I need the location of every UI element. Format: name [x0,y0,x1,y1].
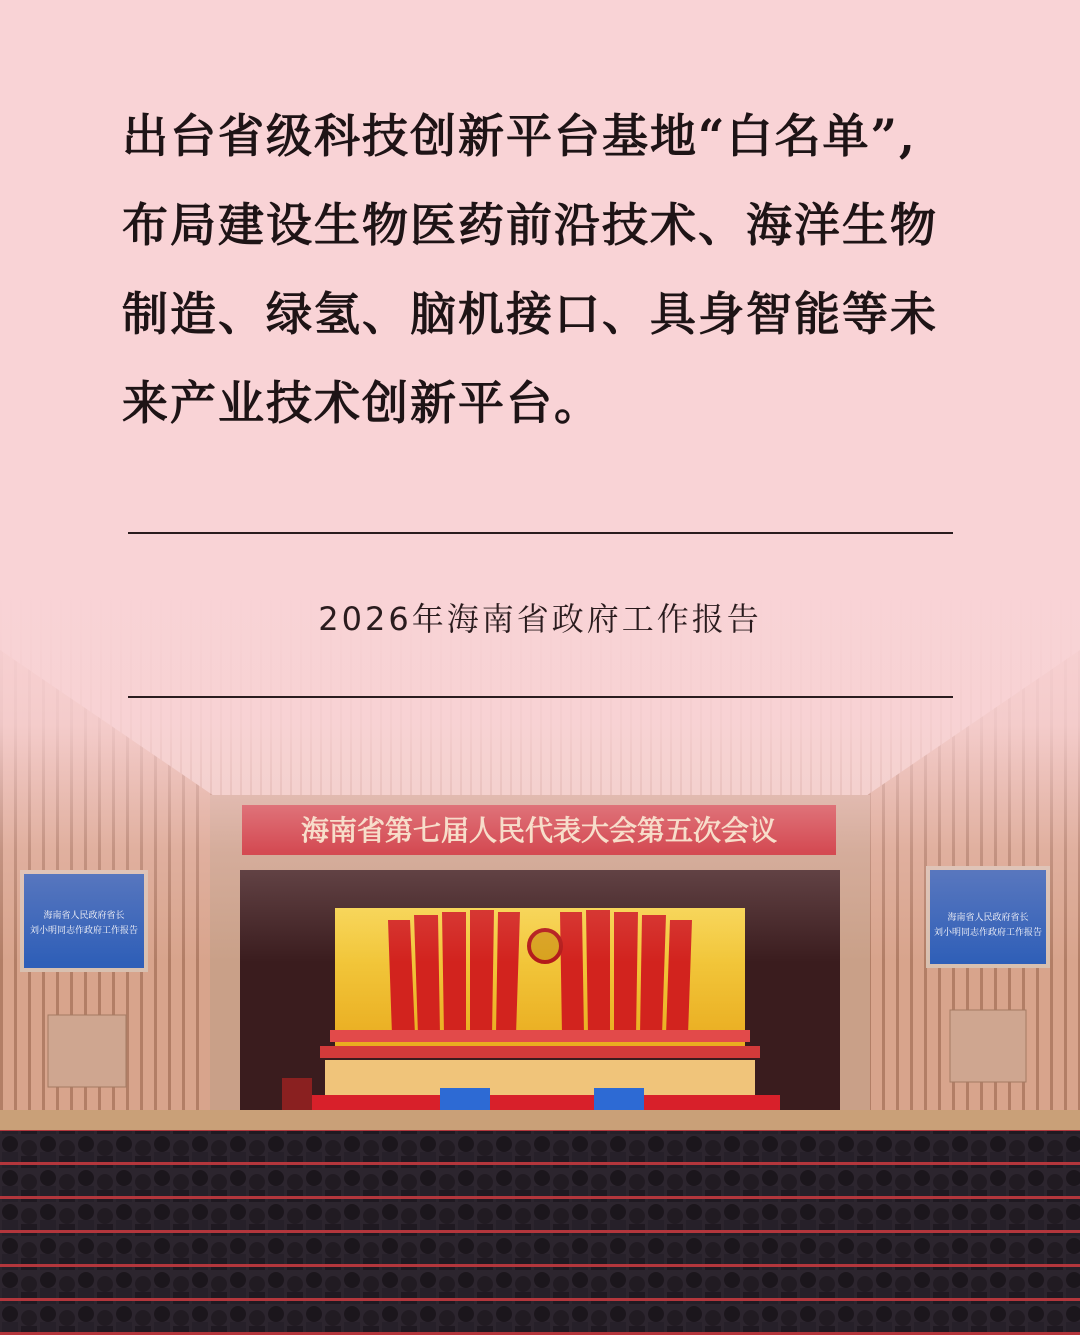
headline-line: 出台省级科技创新平台基地“白名单”, [122,109,917,163]
divider-top [128,532,953,534]
headline [122,92,972,448]
divider-bottom [128,696,953,698]
assembly-hall-photo [0,590,1080,1335]
headline-line: 布局建设生物医药前沿技术、海洋生物 [122,198,938,252]
headline-line: 来产业技术创新平台。 [122,376,602,430]
source-caption: 2026年海南省政府工作报告 [318,600,762,638]
headline-line: 制造、绿氢、脑机接口、具身智能等未 [122,287,938,341]
